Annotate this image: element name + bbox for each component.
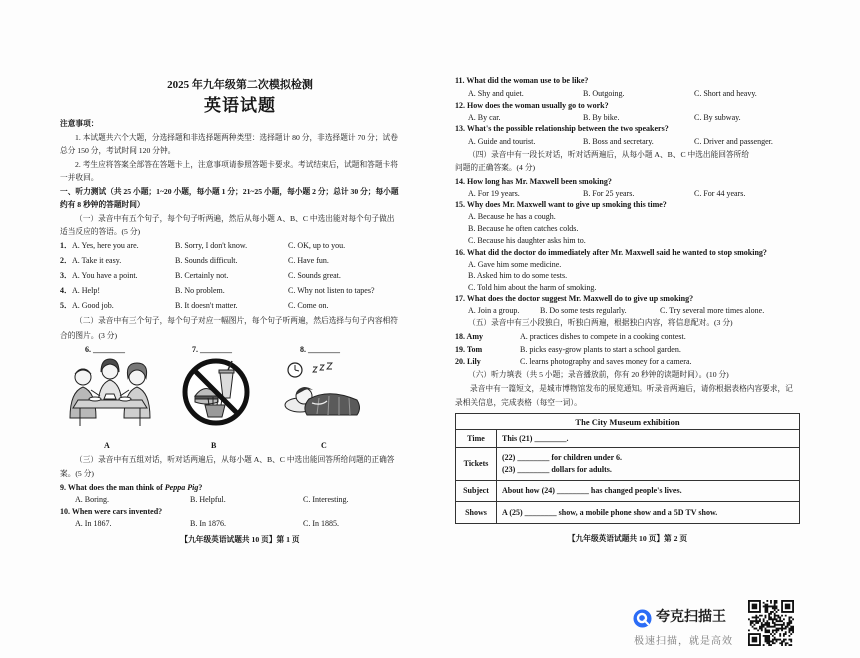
option-c: C. Come on.	[288, 301, 329, 310]
answer-blank-6: 6. ________	[85, 345, 125, 354]
option-a: A. Take it easy.	[72, 256, 122, 265]
match-option: A. practices dishes to compete in a cooking contest.	[520, 332, 686, 341]
option-c: C. Have fun.	[288, 256, 329, 265]
option-c: C. Driver and passenger.	[694, 137, 773, 146]
museum-exhibition-table	[455, 413, 800, 524]
notes-heading: 注意事项：	[60, 119, 99, 128]
option-a: A. For 19 years.	[468, 189, 520, 198]
option-b: B. Boss and secretary.	[583, 137, 654, 146]
question-italic-title: Peppa Pig	[164, 483, 199, 492]
part4-instruction: （四）录音中有一段长对话，听对话两遍后，从每小题 A、B、C 中选出能回答所给	[468, 150, 750, 159]
option-c: C. For 44 years.	[694, 189, 746, 198]
option-a: A. Help!	[72, 286, 100, 295]
option-b: B. In 1876.	[190, 519, 226, 528]
question-12: 12. How does the woman usually go to work?	[455, 101, 609, 110]
row-label-shows: Shows	[456, 502, 497, 524]
option-a: A. Shy and quiet.	[468, 89, 524, 98]
option-a: A. Boring.	[75, 495, 109, 504]
row-label-time: Time	[456, 430, 497, 448]
fill-blank-25: A (25) ________ show, a mobile phone show and a 5D TV show.	[502, 507, 718, 517]
part6-instruction: 录音中有一篇短文，是城市博物馆发布的展览通知。听录音两遍后，请你根据表格内容要求，记	[470, 384, 793, 393]
option-b: B. Sorry, I don't know.	[175, 241, 248, 250]
question-10: 10. When were cars invented?	[60, 507, 163, 516]
qr-code-icon	[748, 600, 794, 646]
listening-heading: 一、听力测试（共 25 小题；1~20 小题，每小题 1 分；21~25 小题，每小题 2 分；总计 30 分；每小题	[60, 187, 399, 196]
question-11: 11. What did the woman use to be like?	[455, 76, 589, 85]
option-c: C. Why not listen to tapes?	[288, 286, 375, 295]
question-text: ?	[198, 483, 203, 492]
part6-instruction: 录相关信息，完成表格（每空一词）。	[455, 398, 582, 407]
option-b: B. Because he often catches colds.	[468, 224, 579, 233]
no-fast-food-sign-icon	[180, 352, 252, 428]
scanner-slogan: 极速扫描，就是高效	[634, 636, 733, 647]
option-b: B. Outgoing.	[583, 89, 625, 98]
option-c: C. Interesting.	[303, 495, 349, 504]
exam-subject: 英语试题	[204, 96, 276, 115]
part2-instruction: 合的图片。(3 分)	[60, 331, 118, 340]
table-title: The City Museum exhibition	[456, 414, 800, 430]
option-a: A. You have a point.	[72, 271, 138, 280]
notes-line: 总分 150 分，考试时间 120 分钟。	[60, 146, 176, 155]
option-b: B. Sounds difficult.	[175, 256, 238, 265]
option-b: B. Asked him to do some tests.	[468, 271, 568, 280]
quark-logo-icon	[633, 609, 652, 628]
question-number: 3．	[60, 271, 72, 280]
scanner-brand-name: 夸克扫描王	[656, 609, 726, 625]
match-name: 20. Lily	[455, 357, 481, 366]
option-a: A. By car.	[468, 113, 501, 122]
fill-blank-22: (22) ________ for children under 6.	[502, 453, 623, 462]
option-b: B. By bike.	[583, 113, 620, 122]
part1-instruction: （一）录音中有五个句子，每个句子听两遍，然后从每小题 A、B、C 中选出能对每个句子做出	[75, 214, 395, 223]
match-name: 18. Amy	[455, 332, 483, 341]
option-c: C. Short and heavy.	[694, 89, 757, 98]
part3-instruction: （三）录音中有五组对话，听对话两遍后，从每小题 A、B、C 中选出能回答所给问题的正确答	[75, 455, 395, 464]
page-footer-1: 【九年级英语试题共 10 页】第 1 页	[180, 535, 300, 544]
question-14: 14. How long has Mr. Maxwell been smoking?	[455, 177, 612, 186]
row-content-time	[497, 430, 800, 448]
option-c: C. In 1885.	[303, 519, 339, 528]
page-footer-2: 【九年级英语试题共 10 页】第 2 页	[567, 534, 688, 543]
option-c: C. By subway.	[694, 113, 741, 122]
row-content-subject	[497, 481, 800, 502]
match-option: C. learns photography and saves money for a camera.	[520, 357, 692, 366]
notes-line: 一并收回。	[60, 173, 99, 182]
question-number: 5．	[60, 301, 72, 310]
option-c: C. Sounds great.	[288, 271, 341, 280]
question-number: 1．	[60, 241, 72, 250]
part2-instruction: （二）录音中有三个句子，每个句子对应一幅图片，每个句子听两遍，然后选择与句子内容相符	[75, 316, 398, 325]
fill-blank-23: (23) ________ dollars for adults.	[502, 465, 612, 474]
exam-title: 2025 年九年级第二次模拟检测	[167, 79, 313, 91]
row-label-subject: Subject	[456, 481, 497, 502]
part5-instruction: （五）录音中有三小段独白，听独白两遍，根据独白内容，将信息配对。(3 分)	[468, 318, 733, 327]
question-17: 17. What does the doctor suggest Mr. Maxwell do to give up smoking?	[455, 294, 694, 303]
question-15: 15. Why does Mr. Maxwell want to give up smoking this time?	[455, 200, 667, 209]
option-b: B. Certainly not.	[175, 271, 229, 280]
row-content-shows	[497, 502, 800, 524]
question-16: 16. What did the doctor do immediately after Mr. Maxwell said he wanted to stop smoking?	[455, 248, 767, 257]
option-a: A. Join a group.	[468, 306, 520, 315]
match-name: 19. Tom	[455, 345, 483, 354]
option-a: A. Guide and tourist.	[468, 137, 536, 146]
match-option: B. picks easy-grow plants to start a school garden.	[520, 345, 681, 354]
option-b: B. It doesn't matter.	[175, 301, 238, 310]
option-c: C. Because his daughter asks him to.	[468, 236, 586, 245]
notes-line: 2. 考生应将答案全部答在答题卡上，注意事项请参照答题卡要求。考试结束后，试题和答题卡将	[75, 160, 398, 169]
part3-instruction: 案。(5 分)	[60, 469, 94, 478]
part6-heading: （六）听力填表（共 5 小题；录音播放前，你有 20 秒钟的读题时间）。(10 分)	[468, 370, 729, 379]
option-a: A. Because he has a cough.	[468, 212, 556, 221]
option-c: C. Try several more times alone.	[660, 306, 765, 315]
fill-blank-24: About how (24) ________ has changed people's lives.	[502, 486, 682, 495]
question-9	[60, 483, 202, 493]
picture-label-a: A	[104, 441, 110, 450]
option-b: B. Do some tests regularly.	[540, 306, 627, 315]
answer-blank-8: 8. ________	[300, 345, 340, 354]
row-content-tickets	[497, 448, 800, 481]
question-text: 9. What does the man think of	[60, 483, 165, 492]
notes-line: 1. 本试题共六个大题，分选择题和非选择题两种类型：选择题计 80 分，非选择题计 70 分；试卷	[75, 133, 398, 142]
people-eating-at-table-icon	[67, 356, 153, 428]
answer-blank-7: 7. ________	[192, 345, 232, 354]
part4-instruction: 问题的正确答案。(4 分)	[455, 163, 536, 172]
question-number: 4．	[60, 286, 72, 295]
option-c: C. OK, up to you.	[288, 241, 346, 250]
question-number: 2．	[60, 256, 72, 265]
option-b: B. No problem.	[175, 286, 225, 295]
row-label-tickets: Tickets	[456, 448, 497, 481]
fill-blank-21: This (21) ________.	[502, 433, 569, 443]
part1-instruction: 适当反应的答语。(5 分)	[60, 227, 141, 236]
person-sleeping-icon	[283, 360, 363, 422]
option-a: A. Good job.	[72, 301, 114, 310]
option-b: B. For 25 years.	[583, 189, 635, 198]
picture-label-c: C	[321, 441, 327, 450]
option-a: A. Yes, here you are.	[72, 241, 139, 250]
listening-heading: 约有 8 秒钟的答题时间）	[60, 200, 145, 209]
option-a: A. In 1867.	[75, 519, 112, 528]
option-a: A. Gave him some medicine.	[468, 260, 562, 269]
option-b: B. Helpful.	[190, 495, 226, 504]
picture-label-b: B	[211, 441, 217, 450]
question-13: 13. What's the possible relationship between the two speakers?	[455, 124, 669, 133]
option-c: C. Told him about the harm of smoking.	[468, 283, 597, 292]
